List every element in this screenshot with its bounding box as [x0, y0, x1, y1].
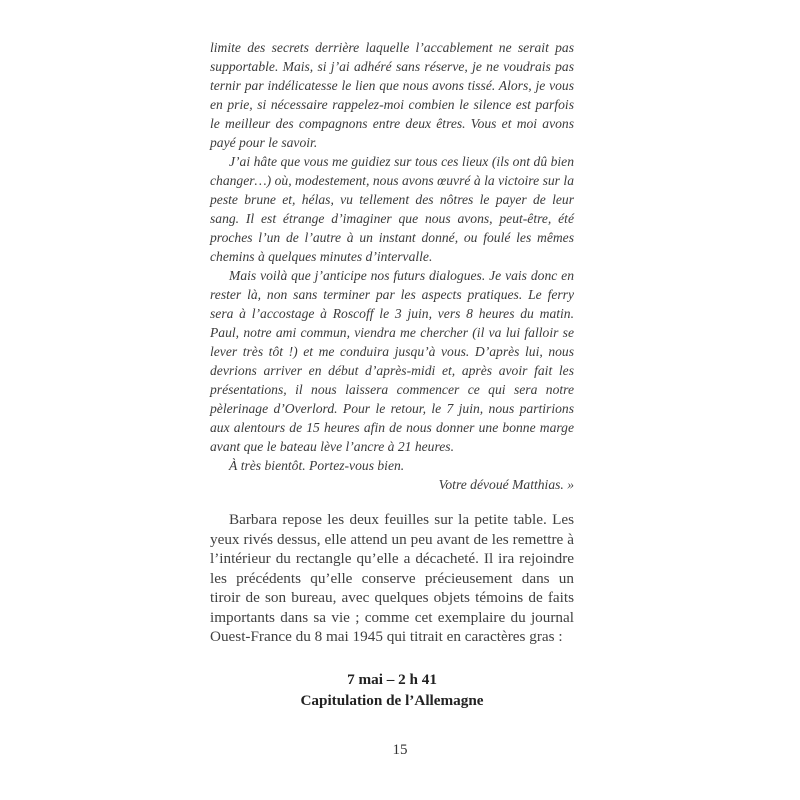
- page-number: 15: [392, 742, 408, 758]
- newspaper-headline: [210, 669, 574, 711]
- letter-text: [210, 38, 574, 494]
- headline-line-2: Capitulation de l’Allemagne: [300, 691, 484, 709]
- letter-paragraph: Mais voilà que j’anticipe nos futurs dialogues. Je vais donc en rester là, non sans terminer par les aspects pratiques. Le ferry sera à l’accostage à Roscoff le 3 juin, vers 8 heures du matin. Paul, notre ami commun, viendra me chercher (il va lui falloir se lever très tôt !) et me conduira jusqu’à vous. D’après lui, nous devrions arriver en début d’après-midi et, après avoir fait les présentations, il nous laissera commencer ce qui sera notre pèlerinage d’Overlord. Pour le retour, le 7 juin, nous partirions aux alentours de 15 heures afin de nous donner une bonne marge avant que le bateau lève l’ancre à 21 heures.: [210, 268, 574, 454]
- narrative-text: [210, 510, 574, 647]
- narrative-paragraph: Barbara repose les deux feuilles sur la petite table. Les yeux rivés dessus, elle attend un peu avant de les remettre à l’intérieur du rectangle qu’elle a décacheté. Il ira rejoindre les précédents qu’elle conserve précieusement dans un tiroir de son bureau, avec quelques objets témoins de faits importants dans sa vie ; comme cet exemplaire du journal Ouest-France du 8 mai 1945 qui titrait en caractères gras :: [210, 511, 574, 645]
- headline-line-1: 7 mai – 2 h 41: [347, 670, 437, 688]
- letter-paragraph: limite des secrets derrière laquelle l’accablement ne serait pas supportable. Mais, si j’ai adhéré sans réserve, je ne voudrais pas ternir par indélicatesse le lien que nous avons tissé. Alors, je vous en prie, si nécessaire rappelez-moi combien le silence est parfois le meilleur des compagnons entre deux êtres. Vous et moi avons payé pour le savoir.: [210, 40, 574, 150]
- letter-paragraph: J’ai hâte que vous me guidiez sur tous ces lieux (ils ont dû bien changer…) où, modestement, nous avons œuvré à la victoire sur la peste brune et, hélas, vu tellement des nôtres le payer de leur sang. Il est étrange d’imaginer que nous avons, peut-être, été proches l’un de l’autre à un instant donné, ou foulé les mêmes chemins à quelques minutes d’intervalle.: [210, 154, 574, 264]
- book-page: [210, 38, 574, 711]
- letter-paragraph: À très bientôt. Portez-vous bien.: [229, 458, 405, 473]
- letter-signature: Votre dévoué Matthias. »: [438, 477, 574, 492]
